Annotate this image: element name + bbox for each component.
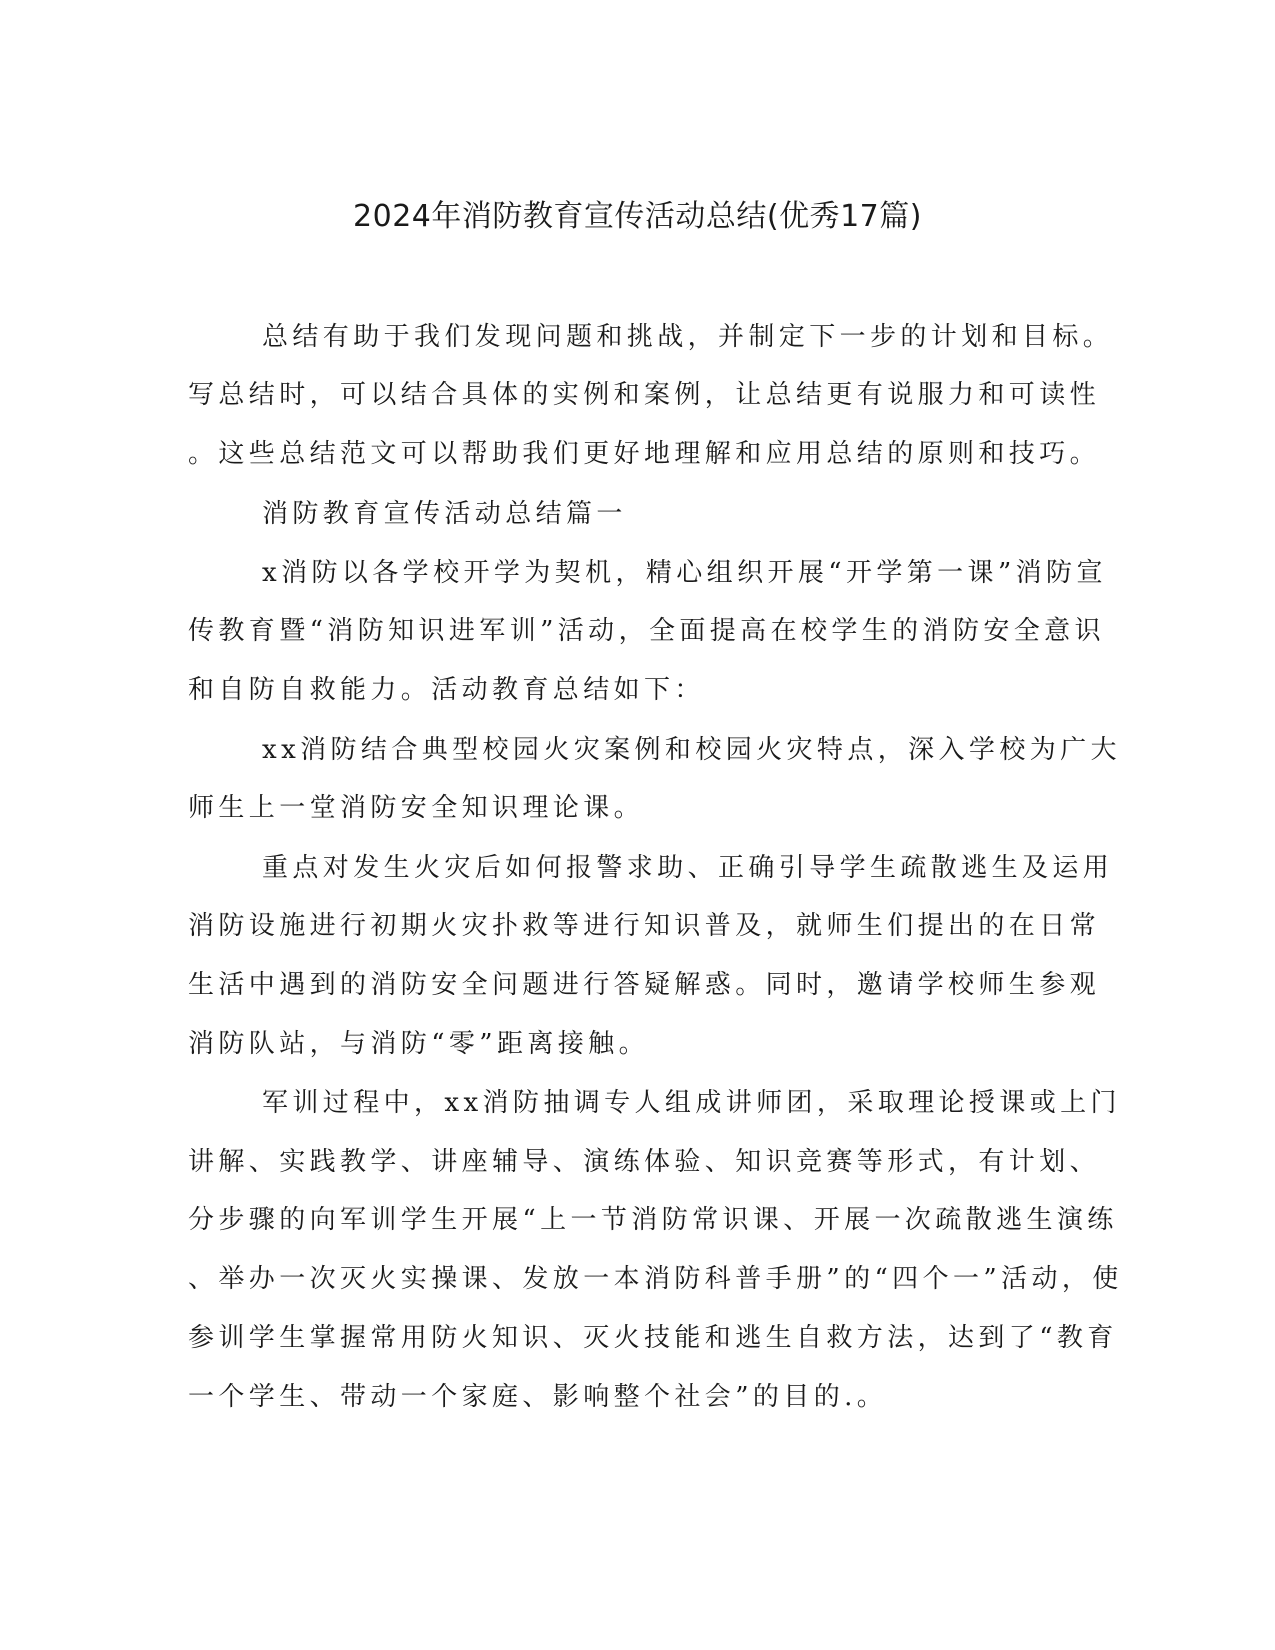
paragraph-line: 讲解、实践教学、讲座辅导、演练体验、知识竞赛等形式，有计划、 xyxy=(188,1147,1101,1177)
paragraph-line: 和自防自救能力。活动教育总结如下： xyxy=(188,675,705,705)
paragraph-line: 、举办一次灭火实操课、发放一本消防科普手册”的“四个一”活动，使 xyxy=(188,1264,1123,1294)
paragraph-line: 军训过程中，xx消防抽调专人组成讲师团，采取理论授课或上门 xyxy=(262,1088,1121,1118)
paragraph-line: 消防队站，与消防“零”距离接触。 xyxy=(188,1029,649,1059)
paragraph-line: 。这些总结范文可以帮助我们更好地理解和应用总结的原则和技巧。 xyxy=(188,439,1101,469)
document-title: 2024年消防教育宣传活动总结(优秀17篇) xyxy=(353,199,922,234)
paragraph-line: 总结有助于我们发现问题和挑战，并制定下一步的计划和目标。 xyxy=(262,322,1114,352)
paragraph-line: 重点对发生火灾后如何报警求助、正确引导学生疏散逃生及运用 xyxy=(262,853,1114,883)
paragraph-line: 一个学生、带动一个家庭、影响整个社会”的目的.。 xyxy=(188,1382,888,1412)
paragraph-line: 消防设施进行初期火灾扑救等进行知识普及，就师生们提出的在日常 xyxy=(188,911,1101,941)
paragraph-line: 分步骤的向军训学生开展“上一节消防常识课、开展一次疏散逃生演练 xyxy=(188,1205,1118,1235)
paragraph-line: 参训学生掌握常用防火知识、灭火技能和逃生自救方法，达到了“教育 xyxy=(188,1323,1118,1353)
paragraph-line: x消防以各学校开学为契机，精心组织开展“开学第一课”消防宣 xyxy=(262,558,1107,588)
section-heading: 消防教育宣传活动总结篇一 xyxy=(262,499,627,529)
paragraph-line: xx消防结合典型校园火灾案例和校园火灾特点，深入学校为广大 xyxy=(262,735,1121,765)
paragraph-line: 师生上一堂消防安全知识理论课。 xyxy=(188,793,645,823)
paragraph-line: 写总结时，可以结合具体的实例和案例，让总结更有说服力和可读性 xyxy=(188,380,1101,410)
paragraph-line: 生活中遇到的消防安全问题进行答疑解惑。同时，邀请学校师生参观 xyxy=(188,970,1101,1000)
paragraph-line: 传教育暨“消防知识进军训”活动，全面提高在校学生的消防安全意识 xyxy=(188,616,1105,646)
